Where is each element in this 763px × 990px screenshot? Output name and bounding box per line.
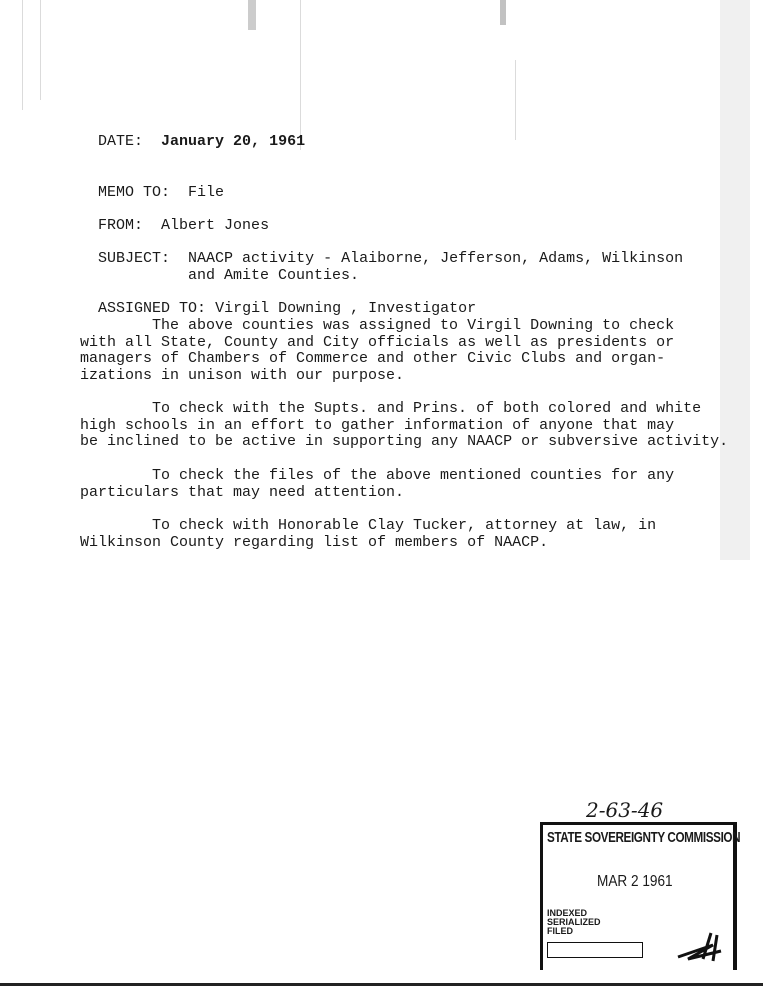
stamp-indexed: INDEXED — [547, 908, 588, 918]
body-line: To check with Honorable Clay Tucker, attorney at law, in — [80, 517, 657, 534]
stamp-serialized: SERIALIZED — [547, 917, 601, 927]
body-line: high schools in an effort to gather information of anyone that may — [80, 417, 675, 434]
assigned-label: ASSIGNED TO: — [98, 300, 207, 317]
subject-value-1: NAACP activity - Alaiborne, Jefferson, Adams, Wilkinson — [188, 250, 684, 267]
date-label: DATE: — [98, 133, 144, 150]
stamp-date: MAR 2 1961 — [597, 873, 673, 890]
commission-stamp — [540, 822, 741, 970]
memo-to-value: File — [188, 184, 225, 201]
scan-streak — [720, 0, 750, 560]
page-edge — [0, 983, 763, 986]
scan-streak — [500, 0, 506, 25]
body-line: with all State, County and City officials as well as presidents or — [80, 334, 675, 351]
scan-streak — [40, 0, 41, 100]
subject-label: SUBJECT: — [98, 250, 171, 267]
body-line: particulars that may need attention. — [80, 484, 405, 501]
date-line — [80, 116, 305, 150]
body-line: To check the files of the above mentioned counties for any — [80, 467, 675, 484]
stamp-filed: FILED — [547, 926, 573, 936]
stamp-title: STATE SOVEREIGNTY COMMISSION — [547, 829, 741, 846]
stamp-box — [547, 942, 643, 958]
from-line — [80, 200, 269, 234]
memo-to-line — [80, 167, 224, 201]
subject-value-2: and Amite Counties. — [188, 267, 360, 284]
memo-to-label: MEMO TO: — [98, 184, 171, 201]
assigned-value: Virgil Downing , Investigator — [215, 300, 477, 317]
body-line: Wilkinson County regarding list of members of NAACP. — [80, 534, 549, 551]
body-line: be inclined to be active in supporting any NAACP or subversive activity. — [80, 433, 729, 450]
scan-streak — [515, 60, 516, 140]
handwritten-file-number: 2-63-46 — [586, 798, 664, 822]
body-line: managers of Chambers of Commerce and other Civic Clubs and organ- — [80, 350, 666, 367]
assigned-line — [80, 283, 476, 317]
body-line: To check with the Supts. and Prins. of both colored and white — [80, 400, 702, 417]
body-line: The above counties was assigned to Virgil Downing to check — [80, 317, 675, 334]
from-label: FROM: — [98, 217, 144, 234]
subject-line-2 — [170, 250, 359, 284]
scan-streak — [22, 0, 23, 110]
body-line: izations in unison with our purpose. — [80, 367, 405, 384]
scan-streak — [248, 0, 256, 30]
initials-mark — [673, 925, 728, 965]
from-value: Albert Jones — [161, 217, 270, 234]
date-value: January 20, 1961 — [161, 133, 306, 150]
